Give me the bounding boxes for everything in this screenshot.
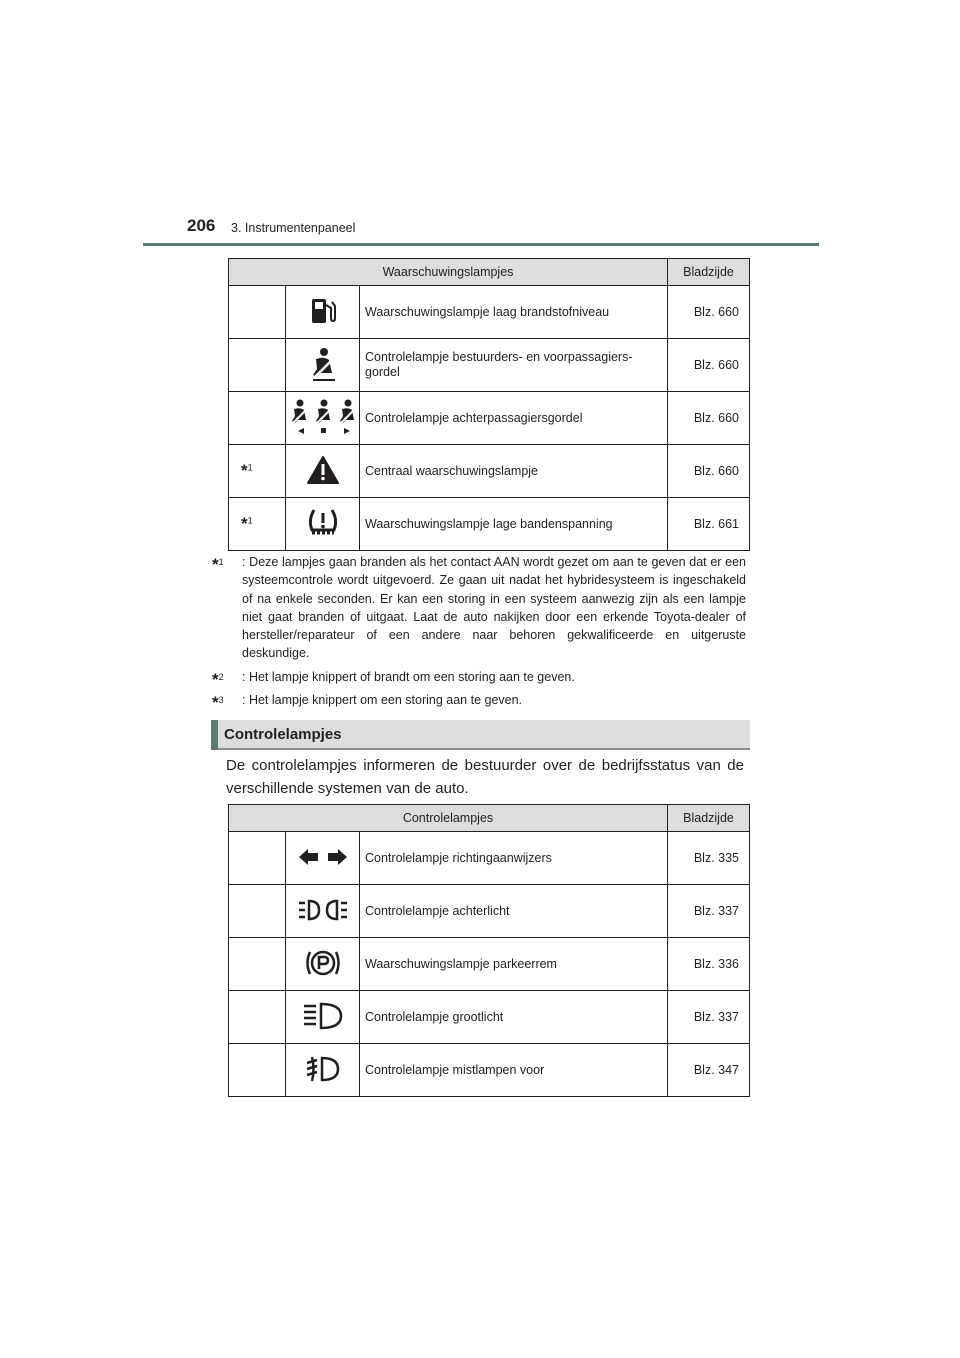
chapter-title: 3. Instrumentenpaneel [231,221,356,235]
footnotes [212,553,746,714]
icon-cell [286,885,360,938]
footnote-3: *$^3$ : Het lampje knippert om een storing aan te geven. [212,693,523,713]
fuel-pump-icon [308,296,338,326]
icon-cell [286,498,360,551]
page-reference: Blz. 660 [668,392,750,445]
table-row [229,445,750,498]
lamp-description: Controlelampje bestuurders- en voorpassagiers-gordel [360,339,668,392]
column-header-page: Bladzijde [668,805,750,832]
front-fog-icon [306,1055,340,1083]
lamp-description: Controlelampje richtingaanwijzers [360,832,668,885]
lamp-description: Waarschuwingslampje parkeerrem [360,938,668,991]
tail-light-icon [298,898,348,922]
page-reference: Blz. 347 [668,1044,750,1097]
section-bar [211,720,218,750]
footnote-cell [229,832,286,885]
lamp-description: Controlelampje achterlicht [360,885,668,938]
seatbelt-icon [307,347,339,381]
header-rule [143,243,819,246]
footnote-cell [229,392,286,445]
table-row [229,885,750,938]
footnote-cell: *$^1$ [229,498,286,551]
lamp-description: Waarschuwingslampje lage bandenspanning [360,498,668,551]
icon-cell [286,938,360,991]
page-reference: Blz. 660 [668,445,750,498]
section-heading [211,720,750,750]
intro-paragraph: De controlelampjes informeren de bestuurder over de bedrijfsstatus van de verschillende systemen van de auto. [226,757,744,797]
table-row [229,938,750,991]
page-reference: Blz. 660 [668,286,750,339]
table-row [229,392,750,445]
table-row [229,1044,750,1097]
table-row [229,498,750,551]
icon-cell [286,991,360,1044]
icon-cell [286,392,360,445]
footnote-cell [229,991,286,1044]
footnote-cell: *$^1$ [229,445,286,498]
table-row [229,286,750,339]
table-header-row [229,805,750,832]
tire-pressure-icon [306,506,340,540]
footnote-cell [229,339,286,392]
section-title: Controlelampjes [224,726,342,743]
table-row [229,339,750,392]
warning-lamps-table [228,258,750,551]
page-number: 206 [187,216,216,235]
lamp-description: Centraal waarschuwingslampje [360,445,668,498]
page-reference: Blz. 661 [668,498,750,551]
icon-cell [286,445,360,498]
icon-cell [286,286,360,339]
page-reference: Blz. 336 [668,938,750,991]
lamp-description: Controlelampje grootlicht [360,991,668,1044]
high-beam-icon [303,1002,343,1030]
icon-cell [286,832,360,885]
footnote-cell [229,938,286,991]
turn-signal-icon [298,847,348,867]
footnote-cell [229,286,286,339]
table-row [229,832,750,885]
icon-cell [286,1044,360,1097]
lamp-description: Controlelampje mistlampen voor [360,1044,668,1097]
page-reference: Blz. 660 [668,339,750,392]
lamp-description: Controlelampje achterpassagiersgordel [360,392,668,445]
parking-brake-icon [304,948,342,978]
warning-triangle-icon [307,456,339,484]
footnote-cell [229,1044,286,1097]
footnote-2: *$^2$ : Het lampje knippert of brandt om een storing aan te geven. [212,669,575,689]
rear-seatbelt-icon [288,398,358,436]
indicator-lamps-table [228,804,750,1097]
page-reference: Blz. 337 [668,991,750,1044]
page-reference: Blz. 337 [668,885,750,938]
icon-cell [286,339,360,392]
column-header-name: Controlelampjes [229,805,668,832]
column-header-page: Bladzijde [668,259,750,286]
table-header-row [229,259,750,286]
footnote-1: *$^1$ : Deze lampjes gaan branden als het contact AAN wordt gezet om aan te geven dat er een systeemcontrole wordt uitgevoerd. Ze gaan uit nadat het hybridesysteem is ingeschakeld of na enkele seconden. Er kan een storing in een systeem aanwezig zijn als een lampje niet gaat branden of uitgaat. Laat de auto nakijken door een erkende Toyota-dealer of hersteller/reparateur of een andere naar behoren gekwalificeerde en uitgeruste deskundige. [212,555,746,661]
column-header-name: Waarschuwingslampjes [229,259,668,286]
table-row [229,991,750,1044]
footnote-cell [229,885,286,938]
page-reference: Blz. 335 [668,832,750,885]
lamp-description: Waarschuwingslampje laag brandstofniveau [360,286,668,339]
